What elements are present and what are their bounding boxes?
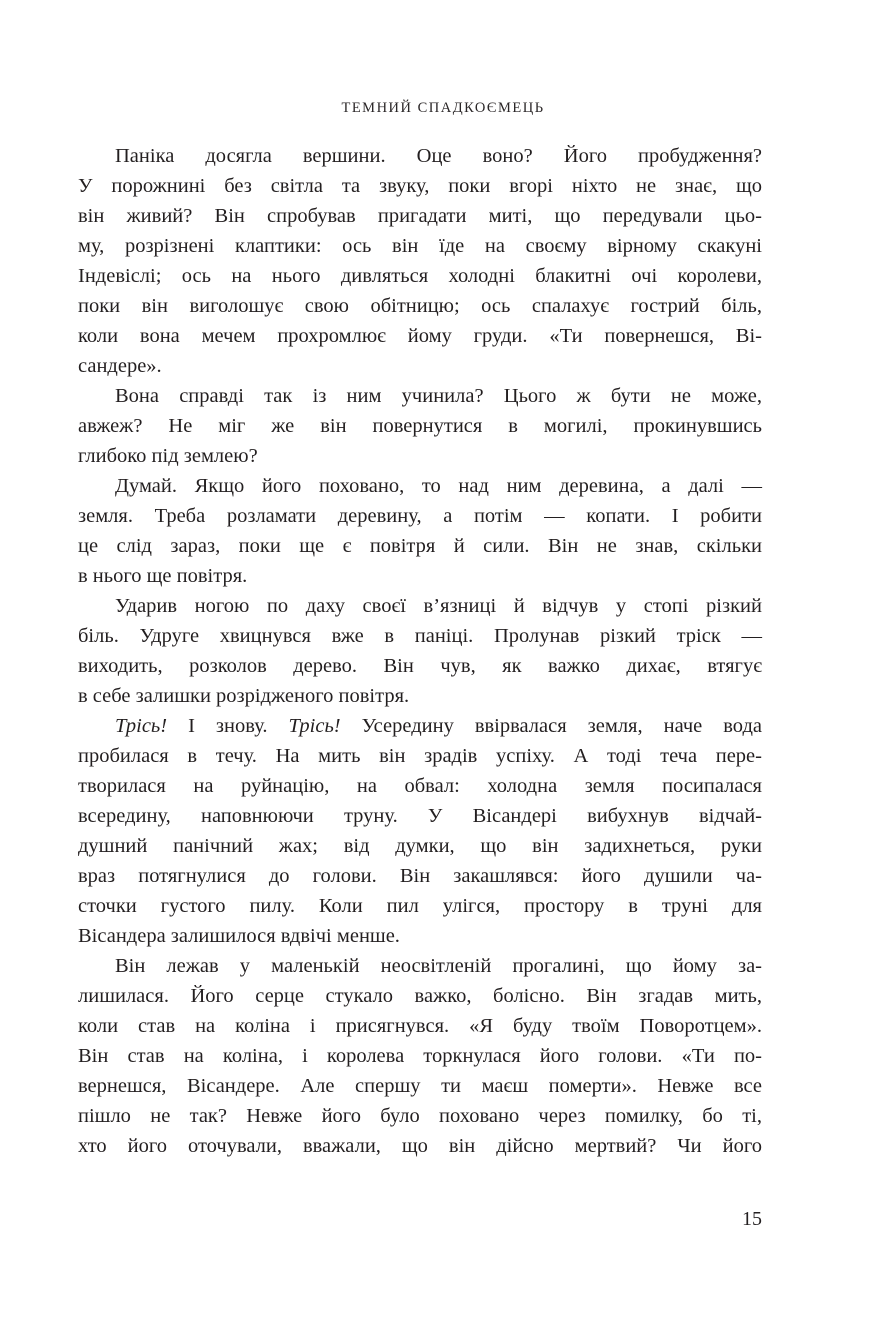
text-line: біль. Удруге хвицнувся вже в паніці. Пролунав різкий тріск — (78, 625, 762, 647)
text-line: авжеж? Не міг же він повернутися в могилі, прокинувшись (78, 415, 762, 437)
text-line: виходить, розколов дерево. Він чув, як важко дихає, втягує (78, 655, 762, 677)
text-line: Індевіслі; ось на нього дивляться холодні блакитні очі королеви, (78, 265, 762, 287)
text-line: му, розрізнені клаптики: ось він їде на своєму вірному скакуні (78, 235, 762, 257)
text-line: це слід зараз, поки ще є повітря й сили. Він не знав, скільки (78, 535, 762, 557)
text-line: глибоко під землею? (78, 445, 258, 467)
text-line: хто його оточували, вважали, що він дійсно мертвий? Чи його (78, 1135, 762, 1157)
text-fragment: І знову. (167, 715, 289, 737)
text-line: коли став на коліна і присягнувся. «Я буду твоїм Поворотцем». (78, 1015, 762, 1037)
text-line (78, 711, 762, 741)
text-line: в нього ще повітря. (78, 565, 248, 587)
page-number: 15 (742, 1208, 762, 1230)
text-line: вернешся, Вісандере. Але спершу ти маєш померти». Невже все (78, 1075, 762, 1097)
text-line: він живий? Він спробував пригадати миті, що передували цьо- (78, 205, 762, 227)
body-text (78, 141, 762, 1161)
text-line: Вона справді так із ним учинила? Цього ж бути не може, (115, 385, 762, 407)
text-line: творилася на руйнацію, на обвал: холодна земля посипалася (78, 775, 762, 797)
text-line: земля. Треба розламати деревину, а потім — копати. І робити (78, 505, 762, 527)
text-line: У порожнині без світла та звуку, поки вгорі ніхто не знає, що (78, 175, 762, 197)
text-line: в себе залишки розрідженого повітря. (78, 685, 410, 707)
emphasis-text: Трісь! (115, 715, 168, 737)
text-line: пробилася в течу. На мить він зрадів успіху. А тоді теча пере- (78, 745, 762, 767)
text-line: Вісандера залишилося вдвічі менше. (78, 925, 400, 947)
text-line: душний панічний жах; від думки, що він задихнеться, руки (78, 835, 762, 857)
text-line: Він лежав у маленькій неосвітленій прогалині, що йому за- (115, 955, 762, 977)
text-line: коли вона мечем прохромлює йому груди. «Ти повернешся, Ві- (78, 325, 762, 347)
text-line: враз потягнулися до голови. Він закашлявся: його душили ча- (78, 865, 762, 887)
emphasis-text: Трісь! (288, 715, 341, 737)
text-line: Він став на коліна, і королева торкнулася його голови. «Ти по- (78, 1045, 762, 1067)
text-line: пішло не так? Невже його було поховано через помилку, бо ті, (78, 1105, 762, 1127)
text-line: всередину, наповнюючи труну. У Вісандері вибухнув відчай- (78, 805, 762, 827)
text-line: сандере». (78, 355, 162, 377)
text-line: Ударив ногою по даху своєї в’язниці й відчув у стопі різкий (115, 595, 762, 617)
text-line: лишилася. Його серце стукало важко, болісно. Він згадав мить, (78, 985, 762, 1007)
text-line: сточки густого пилу. Коли пил улігся, простору в труні для (78, 895, 762, 917)
text-line: поки він виголошує свою обітницю; ось спалахує гострий біль, (78, 295, 762, 317)
text-line: Паніка досягла вершини. Оце воно? Його пробудження? (115, 145, 762, 167)
text-fragment: Усередину ввірвалася земля, наче вода (340, 715, 762, 737)
running-head: ТЕМНИЙ СПАДКОЄМЕЦЬ (341, 100, 545, 116)
text-line: Думай. Якщо його поховано, то над ним деревина, а далі — (115, 475, 762, 497)
